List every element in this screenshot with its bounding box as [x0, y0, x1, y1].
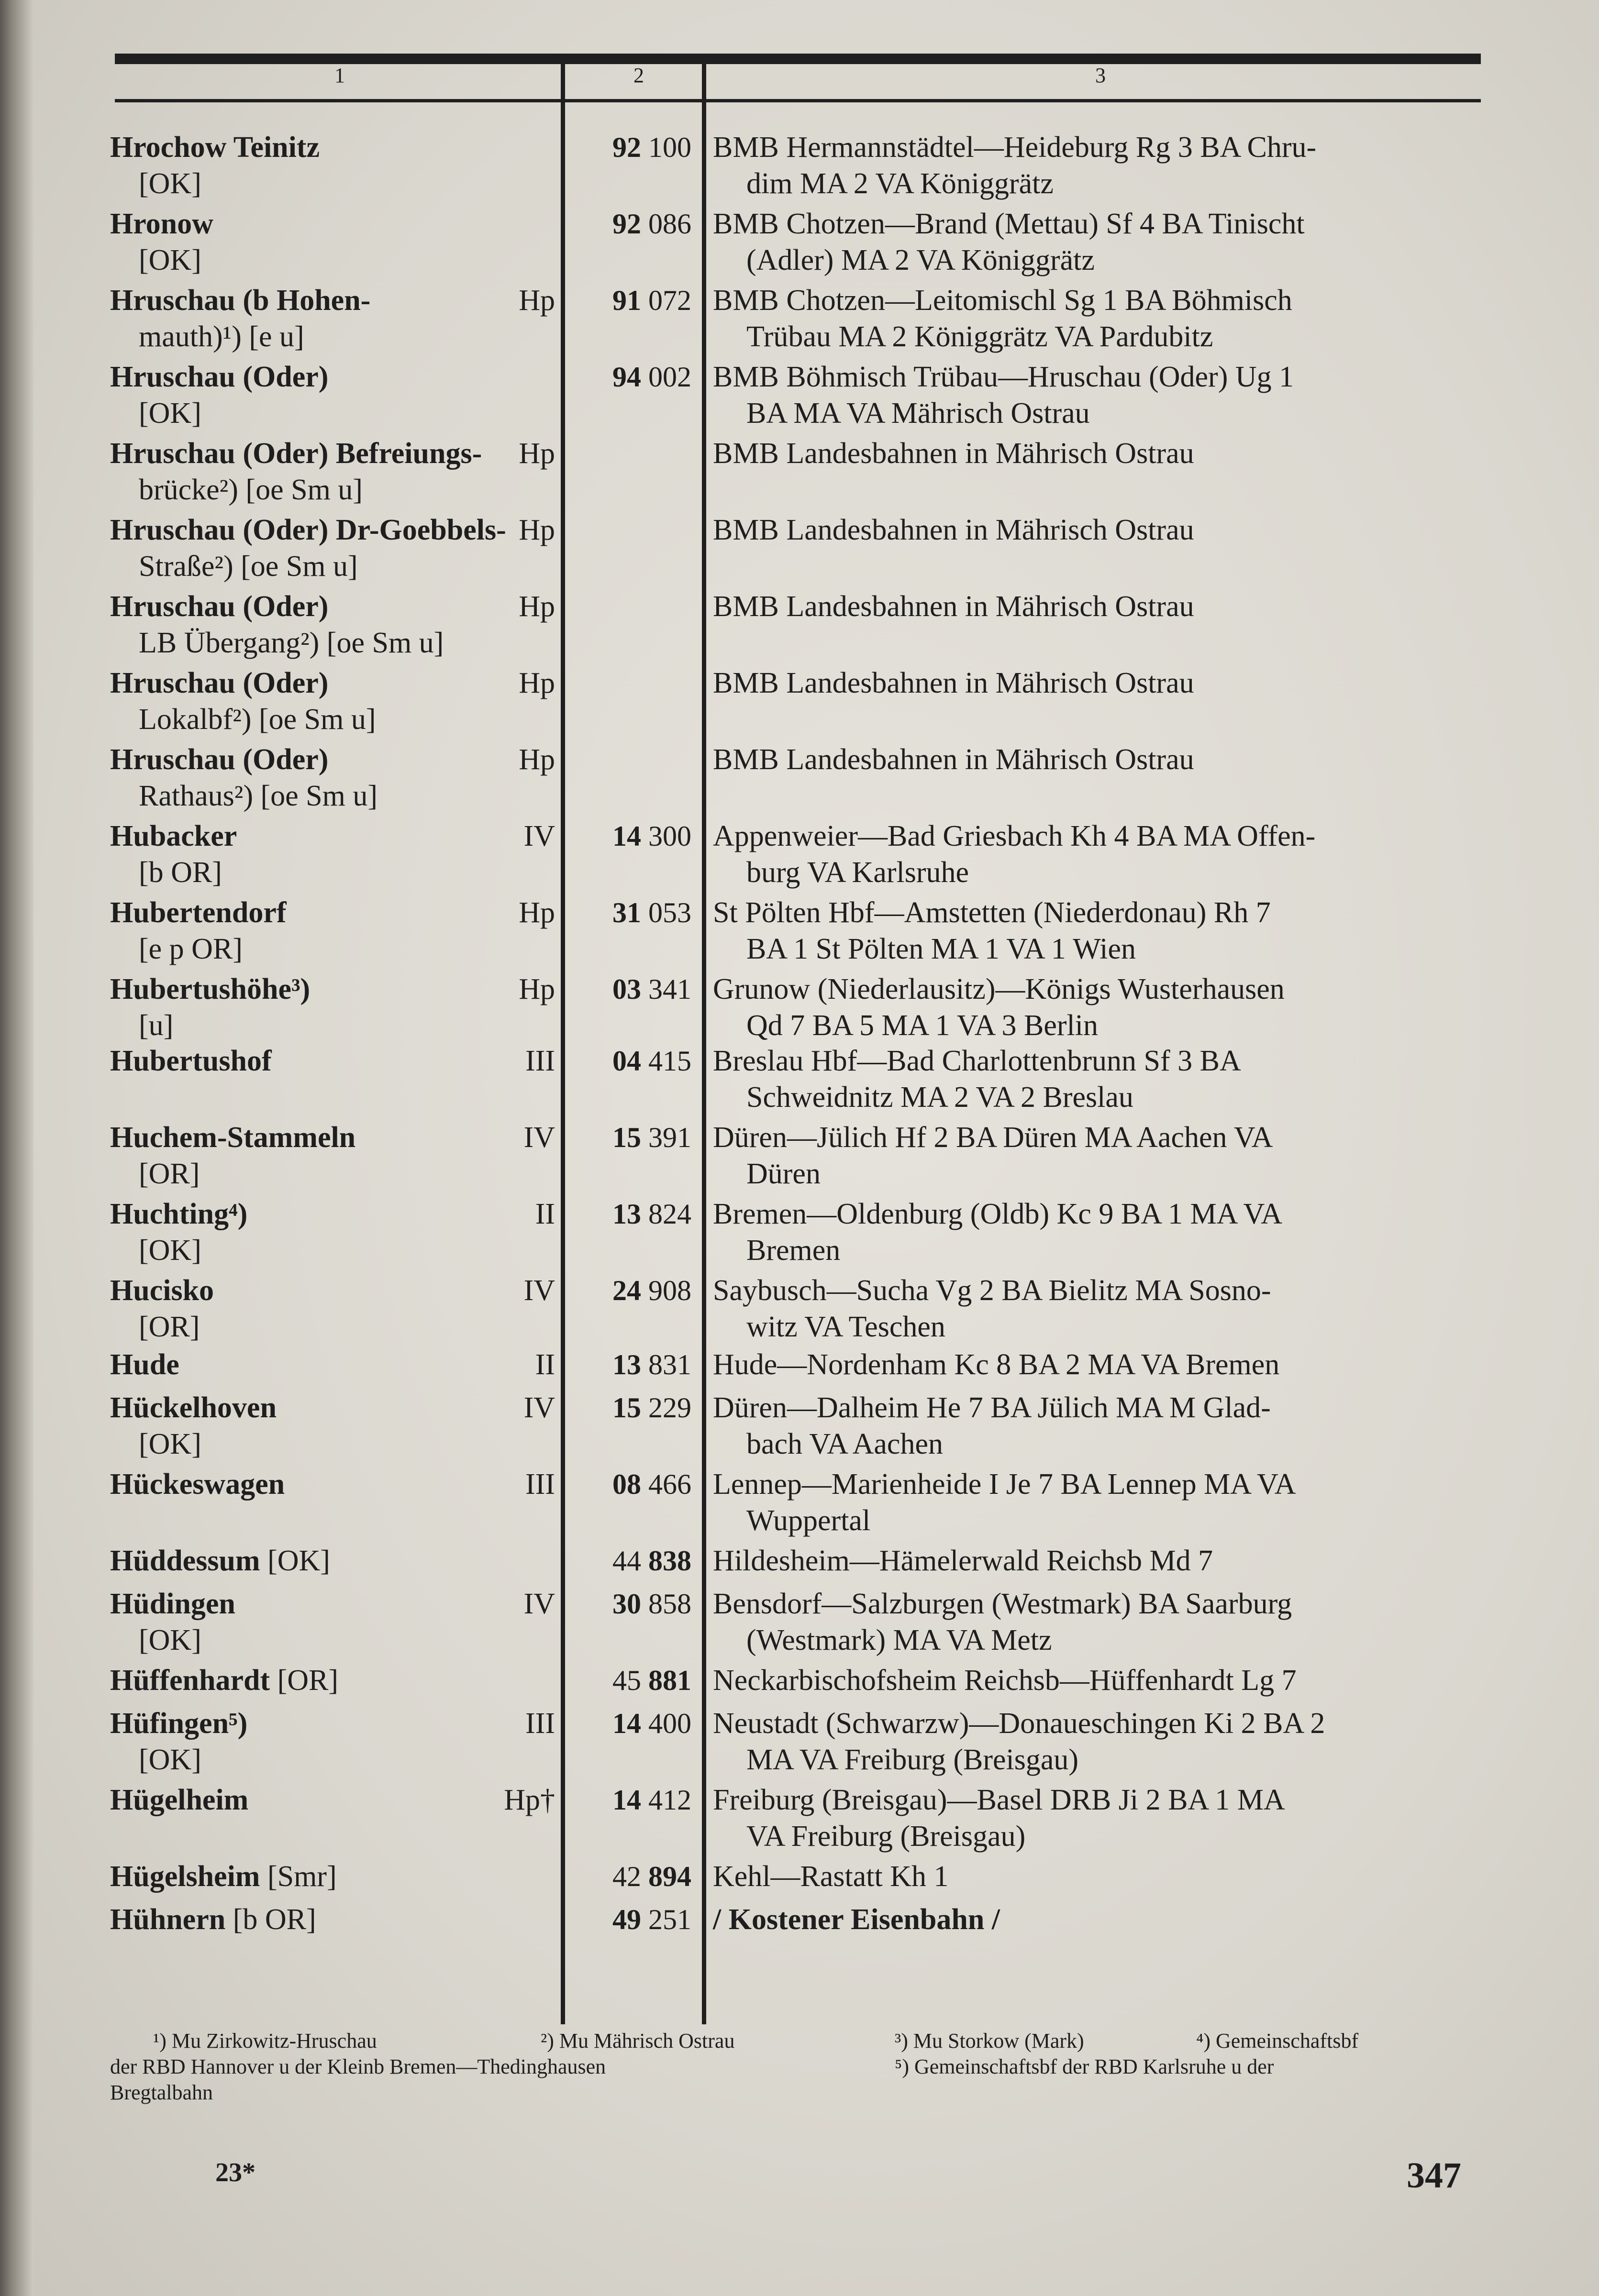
station-number-suffix: 100 — [648, 132, 691, 163]
station-name-line2: [OR] — [139, 1311, 200, 1343]
page-number: 347 — [1407, 2155, 1461, 2196]
route-description-line2: BA 1 St Pölten MA 1 VA 1 Wien — [746, 933, 1136, 965]
station-name: Huchem-Stammeln — [110, 1121, 356, 1154]
route-description-line1: St Pölten Hbf—Amstetten (Niederdonau) Rh 7 — [713, 896, 1271, 929]
station-number-suffix: 251 — [648, 1904, 691, 1935]
book-spine-shadow — [0, 0, 33, 2296]
station-number-prefix: 15 — [612, 1122, 641, 1153]
route-description — [713, 1858, 1488, 1895]
station-name-line2: [OK] — [139, 1744, 201, 1776]
station-number-prefix: 45 — [612, 1665, 641, 1696]
station-name-line2: [e p OR] — [139, 933, 243, 965]
route-description-line2: Trübau MA 2 Königgrätz VA Pardubitz — [746, 320, 1213, 353]
route-description-line2: BA MA VA Mährisch Ostrau — [746, 397, 1090, 430]
station-name-line2: mauth)¹) [e u] — [139, 320, 304, 353]
route-description-line2: Qd 7 BA 5 MA 1 VA 3 Berlin — [746, 1009, 1098, 1042]
station-number-suffix: 466 — [648, 1468, 691, 1500]
station-number-suffix: 391 — [648, 1122, 691, 1153]
route-description — [713, 512, 1488, 548]
station-number-suffix: 908 — [648, 1275, 691, 1306]
route-description-line2: MA VA Freiburg (Breisgau) — [746, 1744, 1079, 1776]
station-name-cell — [110, 1662, 541, 1699]
station-number-suffix: 831 — [648, 1349, 691, 1380]
station-name-cell — [110, 206, 541, 278]
station-name: Hückeswagen — [110, 1468, 285, 1501]
station-name: Hubertushof — [110, 1045, 272, 1077]
route-description-line2: bach VA Aachen — [746, 1428, 943, 1460]
station-name-line2: brücke²) [oe Sm u] — [139, 474, 363, 506]
footnote-5: ⁵) Gemeinschaftsbf der RBD Karlsruhe u der — [895, 2055, 1274, 2078]
route-description-line2: (Westmark) MA VA Metz — [746, 1624, 1052, 1656]
station-number-prefix: 24 — [612, 1275, 641, 1306]
station-class: III — [525, 1468, 555, 1501]
station-number-prefix: 42 — [612, 1861, 641, 1892]
route-description-line1: BMB Chotzen—Leitomischl Sg 1 BA Böhmisch — [713, 284, 1292, 317]
station-class: Hp — [519, 896, 555, 929]
station-name-line2: LB Übergang²) [oe Sm u] — [139, 627, 444, 659]
station-name-line2: [OK] — [139, 1624, 201, 1656]
station-number — [569, 359, 691, 395]
station-name-line2: [OK] — [139, 397, 201, 430]
column-divider-1 — [561, 54, 565, 2024]
station-number-prefix: 14 — [612, 1708, 641, 1739]
station-name-suffix: [Smr] — [267, 1860, 337, 1893]
route-description-line1: Breslau Hbf—Bad Charlottenbrunn Sf 3 BA — [713, 1045, 1241, 1077]
station-name: Hronow — [110, 208, 213, 240]
station-number-prefix: 08 — [612, 1468, 641, 1500]
station-number-prefix: 04 — [612, 1045, 641, 1077]
station-name-suffix: [OK] — [267, 1545, 330, 1577]
station-class: II — [535, 1198, 555, 1230]
station-number-prefix: 49 — [612, 1904, 641, 1935]
station-name: Hubertendorf — [110, 896, 287, 929]
station-number-prefix: 92 — [612, 208, 641, 240]
station-number-prefix: 30 — [612, 1588, 641, 1620]
route-description — [713, 1662, 1488, 1699]
signature-mark: 23* — [215, 2158, 255, 2187]
route-description-line1: BMB Landesbahnen in Mährisch Ostrau — [713, 743, 1194, 776]
route-description-line1: Saybusch—Sucha Vg 2 BA Bielitz MA Sosno- — [713, 1274, 1271, 1307]
station-name-line2: [OK] — [139, 1234, 201, 1267]
station-class: IV — [523, 1588, 555, 1620]
station-number-prefix: 91 — [612, 285, 641, 316]
route-description — [713, 1466, 1488, 1539]
route-description — [713, 818, 1488, 891]
station-class: IV — [523, 1274, 555, 1307]
station-number-suffix: 412 — [648, 1784, 691, 1816]
column-header-2: 2 — [633, 64, 644, 87]
station-name-cell — [110, 1858, 541, 1895]
station-number — [569, 1196, 691, 1232]
station-number — [569, 1586, 691, 1622]
station-number — [569, 1466, 691, 1502]
route-description-line1: BMB Hermannstädtel—Heideburg Rg 3 BA Chru- — [713, 131, 1317, 164]
station-number — [569, 1543, 691, 1579]
station-number-prefix: 13 — [612, 1349, 641, 1380]
station-class: Hp† — [504, 1784, 555, 1816]
station-class: IV — [523, 1121, 555, 1154]
station-number-suffix: 300 — [648, 820, 691, 852]
station-number — [569, 1858, 691, 1895]
station-number-suffix: 086 — [648, 208, 691, 240]
station-name: Hruschau (Oder) — [110, 590, 329, 623]
route-description-line1: Düren—Jülich Hf 2 BA Düren MA Aachen VA — [713, 1121, 1273, 1154]
footnote-4-cont: der RBD Hannover u der Kleinb Bremen—Thedinghausen — [110, 2055, 606, 2078]
route-description-line1: Grunow (Niederlausitz)—Königs Wusterhausen — [713, 973, 1285, 1005]
route-description-line1: Neckarbischofsheim Reichsb—Hüffenhardt Lg 7 — [713, 1664, 1297, 1697]
station-number-suffix: 341 — [648, 973, 691, 1005]
station-class: Hp — [519, 973, 555, 1005]
route-description — [713, 1586, 1488, 1658]
route-description-line1: Hildesheim—Hämelerwald Reichsb Md 7 — [713, 1545, 1213, 1577]
station-name: Hruschau (Oder) — [110, 361, 329, 393]
station-name: Hruschau (Oder) Befreiungs- — [110, 437, 482, 470]
station-name-line2: [OK] — [139, 167, 201, 200]
station-number — [569, 1662, 691, 1699]
station-name: Hruschau (Oder) — [110, 667, 329, 699]
footnote-5-cont: Bregtalbahn — [110, 2081, 213, 2104]
station-number — [569, 1272, 691, 1309]
header-bottom-rule — [115, 99, 1481, 102]
route-description — [713, 1347, 1488, 1383]
station-number — [569, 282, 691, 319]
route-description — [713, 665, 1488, 701]
footnote-2: ²) Mu Mährisch Ostrau — [541, 2029, 735, 2053]
route-description — [713, 1901, 1488, 1938]
route-description-line2: burg VA Karlsruhe — [746, 856, 969, 889]
station-number-suffix: 415 — [648, 1045, 691, 1077]
station-name: Hückelhoven — [110, 1391, 277, 1424]
station-class: Hp — [519, 667, 555, 699]
station-name-line2: [OK] — [139, 1428, 201, 1460]
route-description-line1: BMB Landesbahnen in Mährisch Ostrau — [713, 437, 1194, 470]
route-description-line1: Bensdorf—Salzburgen (Westmark) BA Saarburg — [713, 1588, 1292, 1620]
station-name-line2: Lokalbf²) [oe Sm u] — [139, 703, 376, 736]
route-description — [713, 1272, 1488, 1345]
route-description-line1: BMB Landesbahnen in Mährisch Ostrau — [713, 514, 1194, 546]
route-description-line1: BMB Böhmisch Trübau—Hruschau (Oder) Ug 1 — [713, 361, 1294, 393]
route-description-line1: Kehl—Rastatt Kh 1 — [713, 1860, 949, 1893]
station-number-prefix: 14 — [612, 820, 641, 852]
footnote-4: ⁴) Gemeinschaftsbf — [1196, 2029, 1359, 2053]
station-number-suffix: 858 — [648, 1588, 691, 1620]
station-name-cell — [110, 129, 541, 202]
route-description-line1: / Kostener Eisenbahn / — [713, 1903, 1000, 1936]
station-class: IV — [523, 820, 555, 852]
station-number-suffix: 053 — [648, 897, 691, 928]
station-number-suffix: 072 — [648, 285, 691, 316]
station-number-suffix: 824 — [648, 1198, 691, 1230]
station-name-line2: Rathaus²) [oe Sm u] — [139, 780, 378, 812]
station-number-prefix: 31 — [612, 897, 641, 928]
route-description — [713, 894, 1488, 967]
header-top-rule — [115, 54, 1481, 64]
station-number-suffix: 881 — [648, 1665, 691, 1696]
column-header-3: 3 — [1095, 64, 1106, 87]
station-number — [569, 894, 691, 931]
station-number — [569, 1043, 691, 1079]
station-name: Hubacker — [110, 820, 237, 852]
route-description — [713, 588, 1488, 625]
route-description — [713, 971, 1488, 1044]
station-class: III — [525, 1045, 555, 1077]
route-description-line2: Düren — [746, 1158, 821, 1190]
station-number-prefix: 92 — [612, 132, 641, 163]
route-description-line2: Bremen — [746, 1234, 841, 1267]
route-description — [713, 1043, 1488, 1115]
station-name: Hüfingen⁵) — [110, 1707, 248, 1740]
route-description — [713, 282, 1488, 355]
station-name-cell — [110, 1543, 541, 1579]
route-description — [713, 129, 1488, 202]
station-class: Hp — [519, 743, 555, 776]
route-description — [713, 741, 1488, 778]
station-name-line2: [b OR] — [139, 856, 222, 889]
station-name: Hühnern — [110, 1903, 226, 1936]
station-name: Hügelsheim — [110, 1860, 260, 1893]
route-description-line1: Lennep—Marienheide I Je 7 BA Lennep MA VA — [713, 1468, 1296, 1501]
route-description — [713, 1196, 1488, 1269]
route-description — [713, 1119, 1488, 1192]
station-class: Hp — [519, 590, 555, 623]
station-number — [569, 1347, 691, 1383]
station-number-prefix: 15 — [612, 1392, 641, 1424]
footnote-3: ³) Mu Storkow (Mark) — [895, 2029, 1084, 2053]
station-name-suffix: [b OR] — [233, 1903, 316, 1936]
station-number — [569, 206, 691, 242]
station-name: Hruschau (Oder) Dr-Goebbels- — [110, 514, 506, 546]
route-description-line1: Düren—Dalheim He 7 BA Jülich MA M Glad- — [713, 1391, 1271, 1424]
station-number — [569, 129, 691, 166]
station-number-prefix: 14 — [612, 1784, 641, 1816]
route-description-line2: VA Freiburg (Breisgau) — [746, 1820, 1026, 1853]
route-description-line2: Schweidnitz MA 2 VA 2 Breslau — [746, 1081, 1133, 1114]
station-name: Hucisko — [110, 1274, 214, 1307]
station-number — [569, 1901, 691, 1938]
station-name: Hruschau (Oder) — [110, 743, 329, 776]
route-description-line1: Bremen—Oldenburg (Oldb) Kc 9 BA 1 MA VA — [713, 1198, 1283, 1230]
station-number — [569, 1119, 691, 1156]
station-class: IV — [523, 1391, 555, 1424]
station-name: Hruschau (b Hohen- — [110, 284, 371, 317]
route-description-line2: (Adler) MA 2 VA Königgrätz — [746, 244, 1095, 276]
station-number-prefix: 94 — [612, 361, 641, 393]
route-description-line2: Wuppertal — [746, 1504, 871, 1537]
station-number — [569, 818, 691, 854]
footnote-1: ¹) Mu Zirkowitz-Hruschau — [153, 2029, 377, 2053]
station-name: Hüdingen — [110, 1588, 235, 1620]
column-header-1: 1 — [334, 64, 345, 87]
station-number-prefix: 03 — [612, 973, 641, 1005]
station-name-line2: [u] — [139, 1009, 174, 1042]
station-number-suffix: 229 — [648, 1392, 691, 1424]
station-number — [569, 1390, 691, 1426]
station-number-suffix: 838 — [648, 1545, 691, 1577]
route-description — [713, 1782, 1488, 1854]
footnotes — [110, 2028, 1488, 2106]
route-description — [713, 435, 1488, 472]
route-description — [713, 206, 1488, 278]
station-name: Huchting⁴) — [110, 1198, 248, 1230]
route-description-line2: witz VA Teschen — [746, 1311, 945, 1343]
station-number — [569, 1705, 691, 1742]
route-description-line1: Appenweier—Bad Griesbach Kh 4 BA MA Offen- — [713, 820, 1316, 852]
station-name: Hüddessum — [110, 1545, 260, 1577]
station-name: Hude — [110, 1348, 179, 1381]
station-class: III — [525, 1707, 555, 1740]
route-description — [713, 1390, 1488, 1462]
station-number — [569, 1782, 691, 1818]
station-name-line2: Straße²) [oe Sm u] — [139, 550, 358, 583]
route-description-line1: Hude—Nordenham Kc 8 BA 2 MA VA Bremen — [713, 1348, 1280, 1381]
station-class: Hp — [519, 514, 555, 546]
column-divider-2 — [702, 54, 706, 2024]
route-description-line2: dim MA 2 VA Königgrätz — [746, 167, 1054, 200]
station-name: Hrochow Teinitz — [110, 131, 320, 164]
station-number-suffix: 894 — [648, 1861, 691, 1892]
route-description — [713, 359, 1488, 431]
route-description — [713, 1543, 1488, 1579]
station-number-suffix: 002 — [648, 361, 691, 393]
route-description-line1: BMB Chotzen—Brand (Mettau) Sf 4 BA Tinischt — [713, 208, 1305, 240]
station-name: Hüffenhardt — [110, 1664, 270, 1697]
route-description-line1: BMB Landesbahnen in Mährisch Ostrau — [713, 667, 1194, 699]
station-class: II — [535, 1348, 555, 1381]
route-description — [713, 1705, 1488, 1778]
station-name-line2: [OR] — [139, 1158, 200, 1190]
route-description-line1: Neustadt (Schwarzw)—Donaueschingen Ki 2 BA 2 — [713, 1707, 1325, 1740]
station-name: Hubertushöhe³) — [110, 973, 311, 1005]
station-number-suffix: 400 — [648, 1708, 691, 1739]
station-number — [569, 971, 691, 1007]
station-name-cell — [110, 359, 541, 431]
station-class: Hp — [519, 284, 555, 317]
route-description-line1: BMB Landesbahnen in Mährisch Ostrau — [713, 590, 1194, 623]
station-class: Hp — [519, 437, 555, 470]
station-number-prefix: 44 — [612, 1545, 641, 1577]
station-name-line2: [OK] — [139, 244, 201, 276]
station-name-suffix: [OR] — [277, 1664, 339, 1697]
station-name: Hügelheim — [110, 1784, 249, 1816]
station-name-cell — [110, 1901, 541, 1938]
route-description-line1: Freiburg (Breisgau)—Basel DRB Ji 2 BA 1 MA — [713, 1784, 1285, 1816]
station-number-prefix: 13 — [612, 1198, 641, 1230]
